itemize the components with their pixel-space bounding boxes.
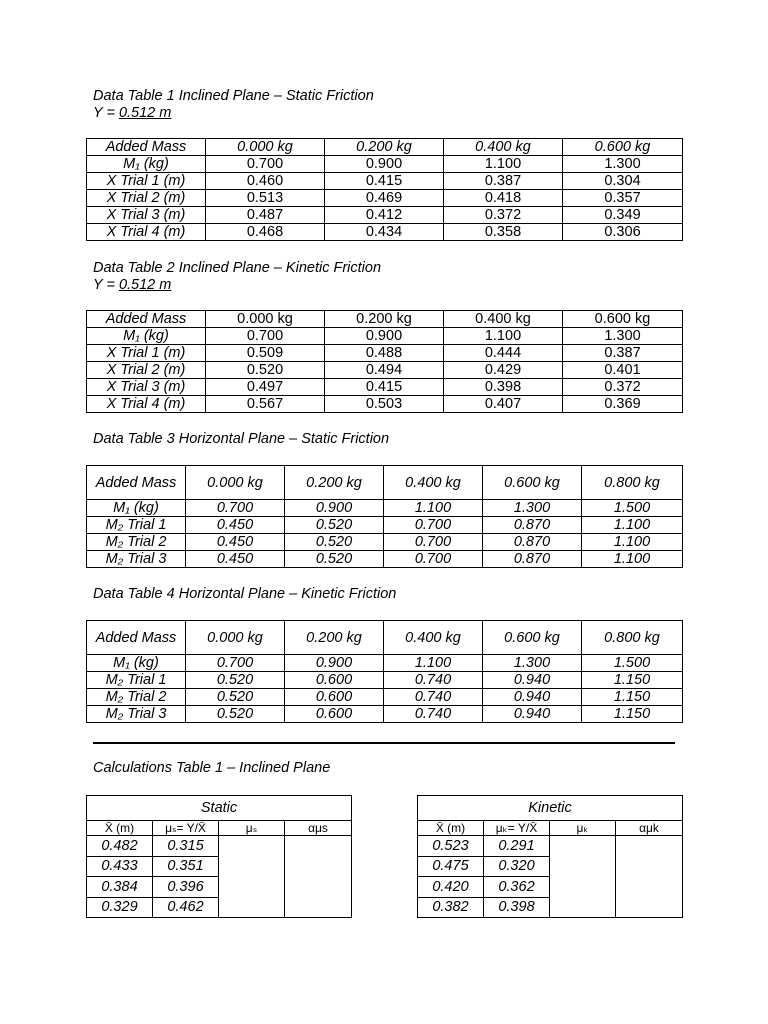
data-table-1: [86, 138, 683, 241]
table-row: [87, 190, 683, 207]
header-cell: 0.400 kg: [384, 466, 483, 500]
table-cell: 0.396: [153, 877, 219, 898]
table-subheader-row: [418, 821, 683, 836]
header-cell: Added Mass: [87, 466, 186, 500]
table-cell: 0.357: [563, 190, 683, 207]
header-cell: 0.000 kg: [186, 621, 285, 655]
table-cell: 0.444: [444, 345, 563, 362]
table-row: [87, 224, 683, 241]
section-divider: [93, 742, 675, 744]
table-cell: 0.600: [285, 689, 384, 706]
header-cell: 0.200 kg: [285, 621, 384, 655]
table-cell: 0.520: [186, 706, 285, 723]
header-cell: αμs: [285, 821, 352, 836]
table-cell: 0.494: [325, 362, 444, 379]
header-cell: 0.000 kg: [206, 139, 325, 156]
row-label: M₁ (kg): [87, 655, 186, 672]
table1-y-line: [93, 105, 171, 122]
header-cell: 0.600 kg: [563, 139, 683, 156]
table-cell: 0.503: [325, 396, 444, 413]
table-cell: 0.482: [87, 836, 153, 857]
header-cell: 0.200 kg: [325, 311, 444, 328]
table-cell: 1.300: [483, 655, 582, 672]
table-cell: 0.520: [186, 689, 285, 706]
table-cell: 0.351: [153, 856, 219, 877]
table-cell: 0.740: [384, 706, 483, 723]
table-header-row: [87, 311, 683, 328]
table-cell: 0.567: [206, 396, 325, 413]
data-table-2: [86, 310, 683, 413]
table-cell: 0.398: [444, 379, 563, 396]
table-cell: 0.520: [285, 517, 384, 534]
table-cell: 0.700: [186, 655, 285, 672]
table-cell: 0.462: [153, 897, 219, 918]
table2-y-label: Y =: [93, 277, 119, 293]
table-row: [87, 534, 683, 551]
data-table-3: [86, 465, 683, 568]
empty-cell: [285, 836, 352, 918]
table1-y-value: 0.512 m: [118, 105, 172, 121]
table-row: [87, 500, 683, 517]
table-cell: 0.940: [483, 689, 582, 706]
table-cell: 1.150: [582, 706, 683, 723]
table-row: [87, 362, 683, 379]
table-cell: 0.488: [325, 345, 444, 362]
header-cell: 0.200 kg: [285, 466, 384, 500]
table-cell: 0.509: [206, 345, 325, 362]
header-cell: Added Mass: [87, 621, 186, 655]
table-cell: 0.433: [87, 856, 153, 877]
row-label: X Trial 4 (m): [87, 224, 206, 241]
header-cell: 0.400 kg: [444, 311, 563, 328]
table-row: [87, 706, 683, 723]
table-row: [87, 551, 683, 568]
row-label: M₂ Trial 3: [87, 551, 186, 568]
table-cell: 0.513: [206, 190, 325, 207]
row-label: M₁ (kg): [87, 500, 186, 517]
table-cell: 0.740: [384, 672, 483, 689]
table-cell: 0.372: [444, 207, 563, 224]
table-cell: 0.497: [206, 379, 325, 396]
table-cell: 0.870: [483, 517, 582, 534]
table-cell: 0.291: [484, 836, 550, 857]
table-row: [87, 207, 683, 224]
table-row: [87, 655, 683, 672]
row-label: M₂ Trial 1: [87, 672, 186, 689]
table-cell: 0.329: [87, 897, 153, 918]
row-label: X Trial 1 (m): [87, 345, 206, 362]
table-cell: 0.469: [325, 190, 444, 207]
table-cell: 0.700: [384, 517, 483, 534]
table-cell: 0.900: [285, 655, 384, 672]
header-cell: αμk: [616, 821, 683, 836]
table-cell: 0.870: [483, 534, 582, 551]
row-label: M₂ Trial 2: [87, 534, 186, 551]
table-cell: 1.500: [582, 500, 683, 517]
row-label: M₂ Trial 2: [87, 689, 186, 706]
table-cell: 0.523: [418, 836, 484, 857]
table-cell: 1.100: [444, 328, 563, 345]
header-cell: 0.000 kg: [186, 466, 285, 500]
table-cell: 0.460: [206, 173, 325, 190]
row-label: X Trial 2 (m): [87, 362, 206, 379]
row-label: X Trial 4 (m): [87, 396, 206, 413]
table-cell: 0.362: [484, 877, 550, 898]
empty-cell: [219, 836, 285, 918]
table-cell: 0.358: [444, 224, 563, 241]
table-cell: 0.475: [418, 856, 484, 877]
table-cell: 0.600: [285, 672, 384, 689]
table-row: [418, 836, 683, 857]
header-cell: 0.800 kg: [582, 466, 683, 500]
table-cell: 0.940: [483, 706, 582, 723]
table-row: [87, 328, 683, 345]
header-cell: 0.800 kg: [582, 621, 683, 655]
header-cell: 0.600 kg: [483, 621, 582, 655]
table-cell: 0.900: [285, 500, 384, 517]
table-cell: 0.372: [563, 379, 683, 396]
header-cell: X̄ (m): [418, 821, 484, 836]
table-cell: 0.382: [418, 897, 484, 918]
table-cell: 0.304: [563, 173, 683, 190]
table-cell: 1.500: [582, 655, 683, 672]
table-cell: 0.450: [186, 534, 285, 551]
table4-title: Data Table 4 Horizontal Plane – Kinetic Friction: [93, 586, 397, 602]
table2-title: Data Table 2 Inclined Plane – Kinetic Friction: [93, 260, 382, 276]
table-cell: 0.306: [563, 224, 683, 241]
table3-title: Data Table 3 Horizontal Plane – Static Friction: [93, 431, 390, 447]
table-header-row: [87, 796, 352, 821]
table-row: [87, 345, 683, 362]
table-cell: 0.387: [444, 173, 563, 190]
table-cell: 0.418: [444, 190, 563, 207]
table-cell: 0.900: [325, 328, 444, 345]
table-cell: 0.398: [484, 897, 550, 918]
table-cell: 1.300: [483, 500, 582, 517]
table-header-row: [87, 466, 683, 500]
table-cell: 0.384: [87, 877, 153, 898]
table-cell: 1.100: [444, 156, 563, 173]
table-row: [87, 156, 683, 173]
table-cell: 0.700: [384, 534, 483, 551]
table-cell: 1.150: [582, 672, 683, 689]
table-header-row: [87, 139, 683, 156]
table-cell: 0.740: [384, 689, 483, 706]
table-cell: 0.320: [484, 856, 550, 877]
header-cell: 0.400 kg: [384, 621, 483, 655]
table-cell: 1.100: [384, 655, 483, 672]
table-cell: 1.100: [384, 500, 483, 517]
table-row: [87, 517, 683, 534]
table-cell: 0.415: [325, 379, 444, 396]
table-cell: 0.315: [153, 836, 219, 857]
table-cell: 1.300: [563, 156, 683, 173]
table-header-row: [87, 621, 683, 655]
table-row: [87, 396, 683, 413]
table-cell: 0.520: [285, 534, 384, 551]
static-title: Static: [87, 796, 352, 821]
table-cell: 0.401: [563, 362, 683, 379]
table-subheader-row: [87, 821, 352, 836]
header-cell: μₖ: [550, 821, 616, 836]
table-cell: 0.468: [206, 224, 325, 241]
kinetic-title: Kinetic: [418, 796, 683, 821]
table-cell: 0.434: [325, 224, 444, 241]
row-label: M₁ (kg): [87, 328, 206, 345]
table-row: [87, 173, 683, 190]
table-header-row: [418, 796, 683, 821]
table-cell: 0.412: [325, 207, 444, 224]
header-cell: 0.200 kg: [325, 139, 444, 156]
table-cell: 0.450: [186, 551, 285, 568]
header-cell: X̄ (m): [87, 821, 153, 836]
calc1-title: Calculations Table 1 – Inclined Plane: [93, 760, 331, 776]
table-cell: 0.407: [444, 396, 563, 413]
header-cell: 0.000 kg: [206, 311, 325, 328]
table-cell: 0.369: [563, 396, 683, 413]
table-cell: 0.520: [206, 362, 325, 379]
table1-title: Data Table 1 Inclined Plane – Static Friction: [93, 88, 374, 104]
empty-cell: [550, 836, 616, 918]
table-cell: 0.700: [206, 328, 325, 345]
header-cell: Added Mass: [87, 139, 206, 156]
table-cell: 0.600: [285, 706, 384, 723]
table-cell: 0.415: [325, 173, 444, 190]
header-cell: μₖ= Y/X̄: [484, 821, 550, 836]
table-cell: 1.100: [582, 534, 683, 551]
table-cell: 0.520: [186, 672, 285, 689]
table-cell: 1.150: [582, 689, 683, 706]
table-cell: 1.300: [563, 328, 683, 345]
row-label: X Trial 2 (m): [87, 190, 206, 207]
table-cell: 0.940: [483, 672, 582, 689]
table2-y-line: [93, 277, 171, 294]
header-cell: 0.600 kg: [563, 311, 683, 328]
header-cell: μₛ= Y/X̄: [153, 821, 219, 836]
table-row: [87, 379, 683, 396]
table-cell: 0.487: [206, 207, 325, 224]
header-cell: 0.600 kg: [483, 466, 582, 500]
table-cell: 0.520: [285, 551, 384, 568]
table-cell: 1.100: [582, 551, 683, 568]
header-cell: 0.400 kg: [444, 139, 563, 156]
table-cell: 0.700: [206, 156, 325, 173]
table-cell: 0.349: [563, 207, 683, 224]
table-cell: 0.870: [483, 551, 582, 568]
table-cell: 0.700: [384, 551, 483, 568]
table-cell: 0.900: [325, 156, 444, 173]
data-table-4: [86, 620, 683, 723]
header-cell: Added Mass: [87, 311, 206, 328]
calc-table-kinetic: [417, 795, 683, 918]
empty-cell: [616, 836, 683, 918]
table-cell: 0.387: [563, 345, 683, 362]
header-cell: μₛ: [219, 821, 285, 836]
table-row: [87, 836, 352, 857]
table-cell: 0.420: [418, 877, 484, 898]
table-cell: 0.450: [186, 517, 285, 534]
table2-y-value: 0.512 m: [118, 277, 172, 293]
row-label: M₁ (kg): [87, 156, 206, 173]
table-cell: 0.700: [186, 500, 285, 517]
calc-table-static: [86, 795, 352, 918]
table-row: [87, 672, 683, 689]
row-label: X Trial 3 (m): [87, 207, 206, 224]
table-cell: 0.429: [444, 362, 563, 379]
row-label: M₂ Trial 1: [87, 517, 186, 534]
table-row: [87, 689, 683, 706]
row-label: M₂ Trial 3: [87, 706, 186, 723]
table-cell: 1.100: [582, 517, 683, 534]
row-label: X Trial 1 (m): [87, 173, 206, 190]
table1-y-label: Y =: [93, 105, 119, 121]
row-label: X Trial 3 (m): [87, 379, 206, 396]
